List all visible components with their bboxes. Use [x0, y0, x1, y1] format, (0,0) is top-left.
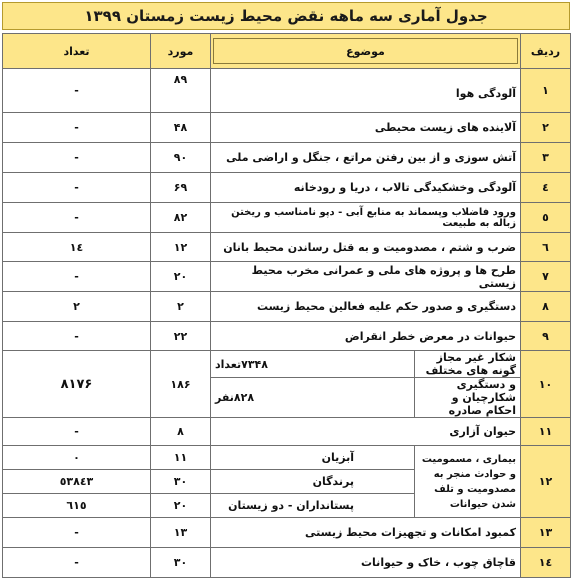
row-number: ١٤	[521, 548, 571, 578]
row-number: ٦	[521, 233, 571, 262]
table-row	[3, 548, 571, 578]
row-number: ۱۰	[521, 351, 571, 418]
table-row	[3, 292, 571, 322]
row-number: ۱	[521, 69, 571, 113]
row-count: -	[3, 113, 151, 143]
table-row	[3, 322, 571, 351]
table-row	[3, 262, 571, 292]
row-count: ٦١٥	[3, 494, 151, 518]
header-row	[3, 34, 571, 69]
row-topic: دستگیری و صدور حکم علیه فعالین محیط زیست	[211, 292, 521, 322]
header-row-number: ردیف	[521, 34, 571, 69]
table-row	[3, 143, 571, 173]
row12-sub-label: آبزیان	[211, 446, 415, 470]
table-row	[3, 113, 571, 143]
row-topic: ضرب و شتم ، مصدومیت و به قتل رساندن محیط بانان	[211, 233, 521, 262]
row-cases: ۱۸۶	[151, 351, 211, 418]
row10-sub-value: ۸۲۸نفر	[211, 378, 415, 418]
row-number: ۱۳	[521, 518, 571, 548]
row-topic: آلودگی هوا	[211, 69, 521, 113]
row-cases: ۹۰	[151, 143, 211, 173]
row-cases: ۶۹	[151, 173, 211, 203]
row-cases: ۳۰	[151, 548, 211, 578]
row-cases: ۱۳	[151, 518, 211, 548]
row10-sub-value: ۷۳۴۸تعداد	[211, 351, 415, 378]
row-number: ۲	[521, 113, 571, 143]
row-count: -	[3, 548, 151, 578]
row-count: -	[3, 518, 151, 548]
row-count: -	[3, 143, 151, 173]
row-count: -	[3, 322, 151, 351]
table-row	[3, 69, 571, 113]
row-cases: ۳۰	[151, 470, 211, 494]
row-count: -	[3, 262, 151, 292]
row-count: ٥٣٨٤٣	[3, 470, 151, 494]
row-count: ١٤	[3, 233, 151, 262]
table-row	[3, 518, 571, 548]
header-cases: مورد	[151, 34, 211, 69]
row-count: -	[3, 69, 151, 113]
row-topic: آلودگی وخشکیدگی تالاب ، دریا و رودخانه	[211, 173, 521, 203]
row-cases: ۲	[151, 292, 211, 322]
table-title: جدول آماری سه ماهه نقض محیط زیست زمستان ۱۳۹۹	[2, 2, 570, 30]
row-number: ۷	[521, 262, 571, 292]
row-number: ۳	[521, 143, 571, 173]
row10-sub-label: و دستگیری شکارچیان و احکام صادره	[415, 378, 521, 418]
row-topic: آلاینده های زیست محیطی	[211, 113, 521, 143]
row-number: ۱۱	[521, 418, 571, 446]
header-topic: موضوع	[211, 34, 521, 69]
row-cases: ۸۹	[151, 69, 211, 113]
statistics-table	[2, 33, 571, 578]
table-row	[3, 351, 571, 378]
table-row	[3, 233, 571, 262]
row-cases: ۴۸	[151, 113, 211, 143]
header-count: تعداد	[3, 34, 151, 69]
table-row	[3, 446, 571, 470]
row-count: -	[3, 418, 151, 446]
row-number: ۱۲	[521, 446, 571, 518]
row-topic: حیوانات در معرض خطر انقراض	[211, 322, 521, 351]
row10-sub-label: شکار غیر مجاز گونه های مختلف	[415, 351, 521, 378]
row-cases: ۲۰	[151, 262, 211, 292]
row-topic: ورود فاضلاب وپسماند به منابع آبی - دپو نامناسب و ریختن زباله به طبیعت	[211, 203, 521, 233]
row-number: ۹	[521, 322, 571, 351]
row-cases: ۸	[151, 418, 211, 446]
row12-sub-label: پستانداران - دو زیستان	[211, 494, 415, 518]
row-count: ٠	[3, 446, 151, 470]
row-cases: ۲۲	[151, 322, 211, 351]
row-topic: حیوان آزاری	[211, 418, 521, 446]
row-number: ٤	[521, 173, 571, 203]
row-count: -	[3, 203, 151, 233]
row12-sub-label: پرندگان	[211, 470, 415, 494]
row-topic: طرح ها و پروژه های ملی و عمرانی مخرب محیط زیستی	[211, 262, 521, 292]
row12-topic: بیماری ، مسمومیت و حوادث منجر به مصدومیت و تلف شدن حیوانات	[415, 446, 521, 518]
row-topic: کمبود امکانات و تجهیزات محیط زیستی	[211, 518, 521, 548]
table-row	[3, 418, 571, 446]
row-cases: ۸۲	[151, 203, 211, 233]
row-cases: ۱۲	[151, 233, 211, 262]
row-count: ۲	[3, 292, 151, 322]
row-cases: ۲۰	[151, 494, 211, 518]
row-number: ۸	[521, 292, 571, 322]
table-row	[3, 203, 571, 233]
row-topic: آتش سوزی و از بین رفتن مراتع ، جنگل و اراضی ملی	[211, 143, 521, 173]
table-row	[3, 173, 571, 203]
row-cases: ۱۱	[151, 446, 211, 470]
row-count: -	[3, 173, 151, 203]
row-number: ٥	[521, 203, 571, 233]
row-count: ۸۱۷۶	[3, 351, 151, 418]
row-topic: قاچاق چوب ، خاک و حیوانات	[211, 548, 521, 578]
